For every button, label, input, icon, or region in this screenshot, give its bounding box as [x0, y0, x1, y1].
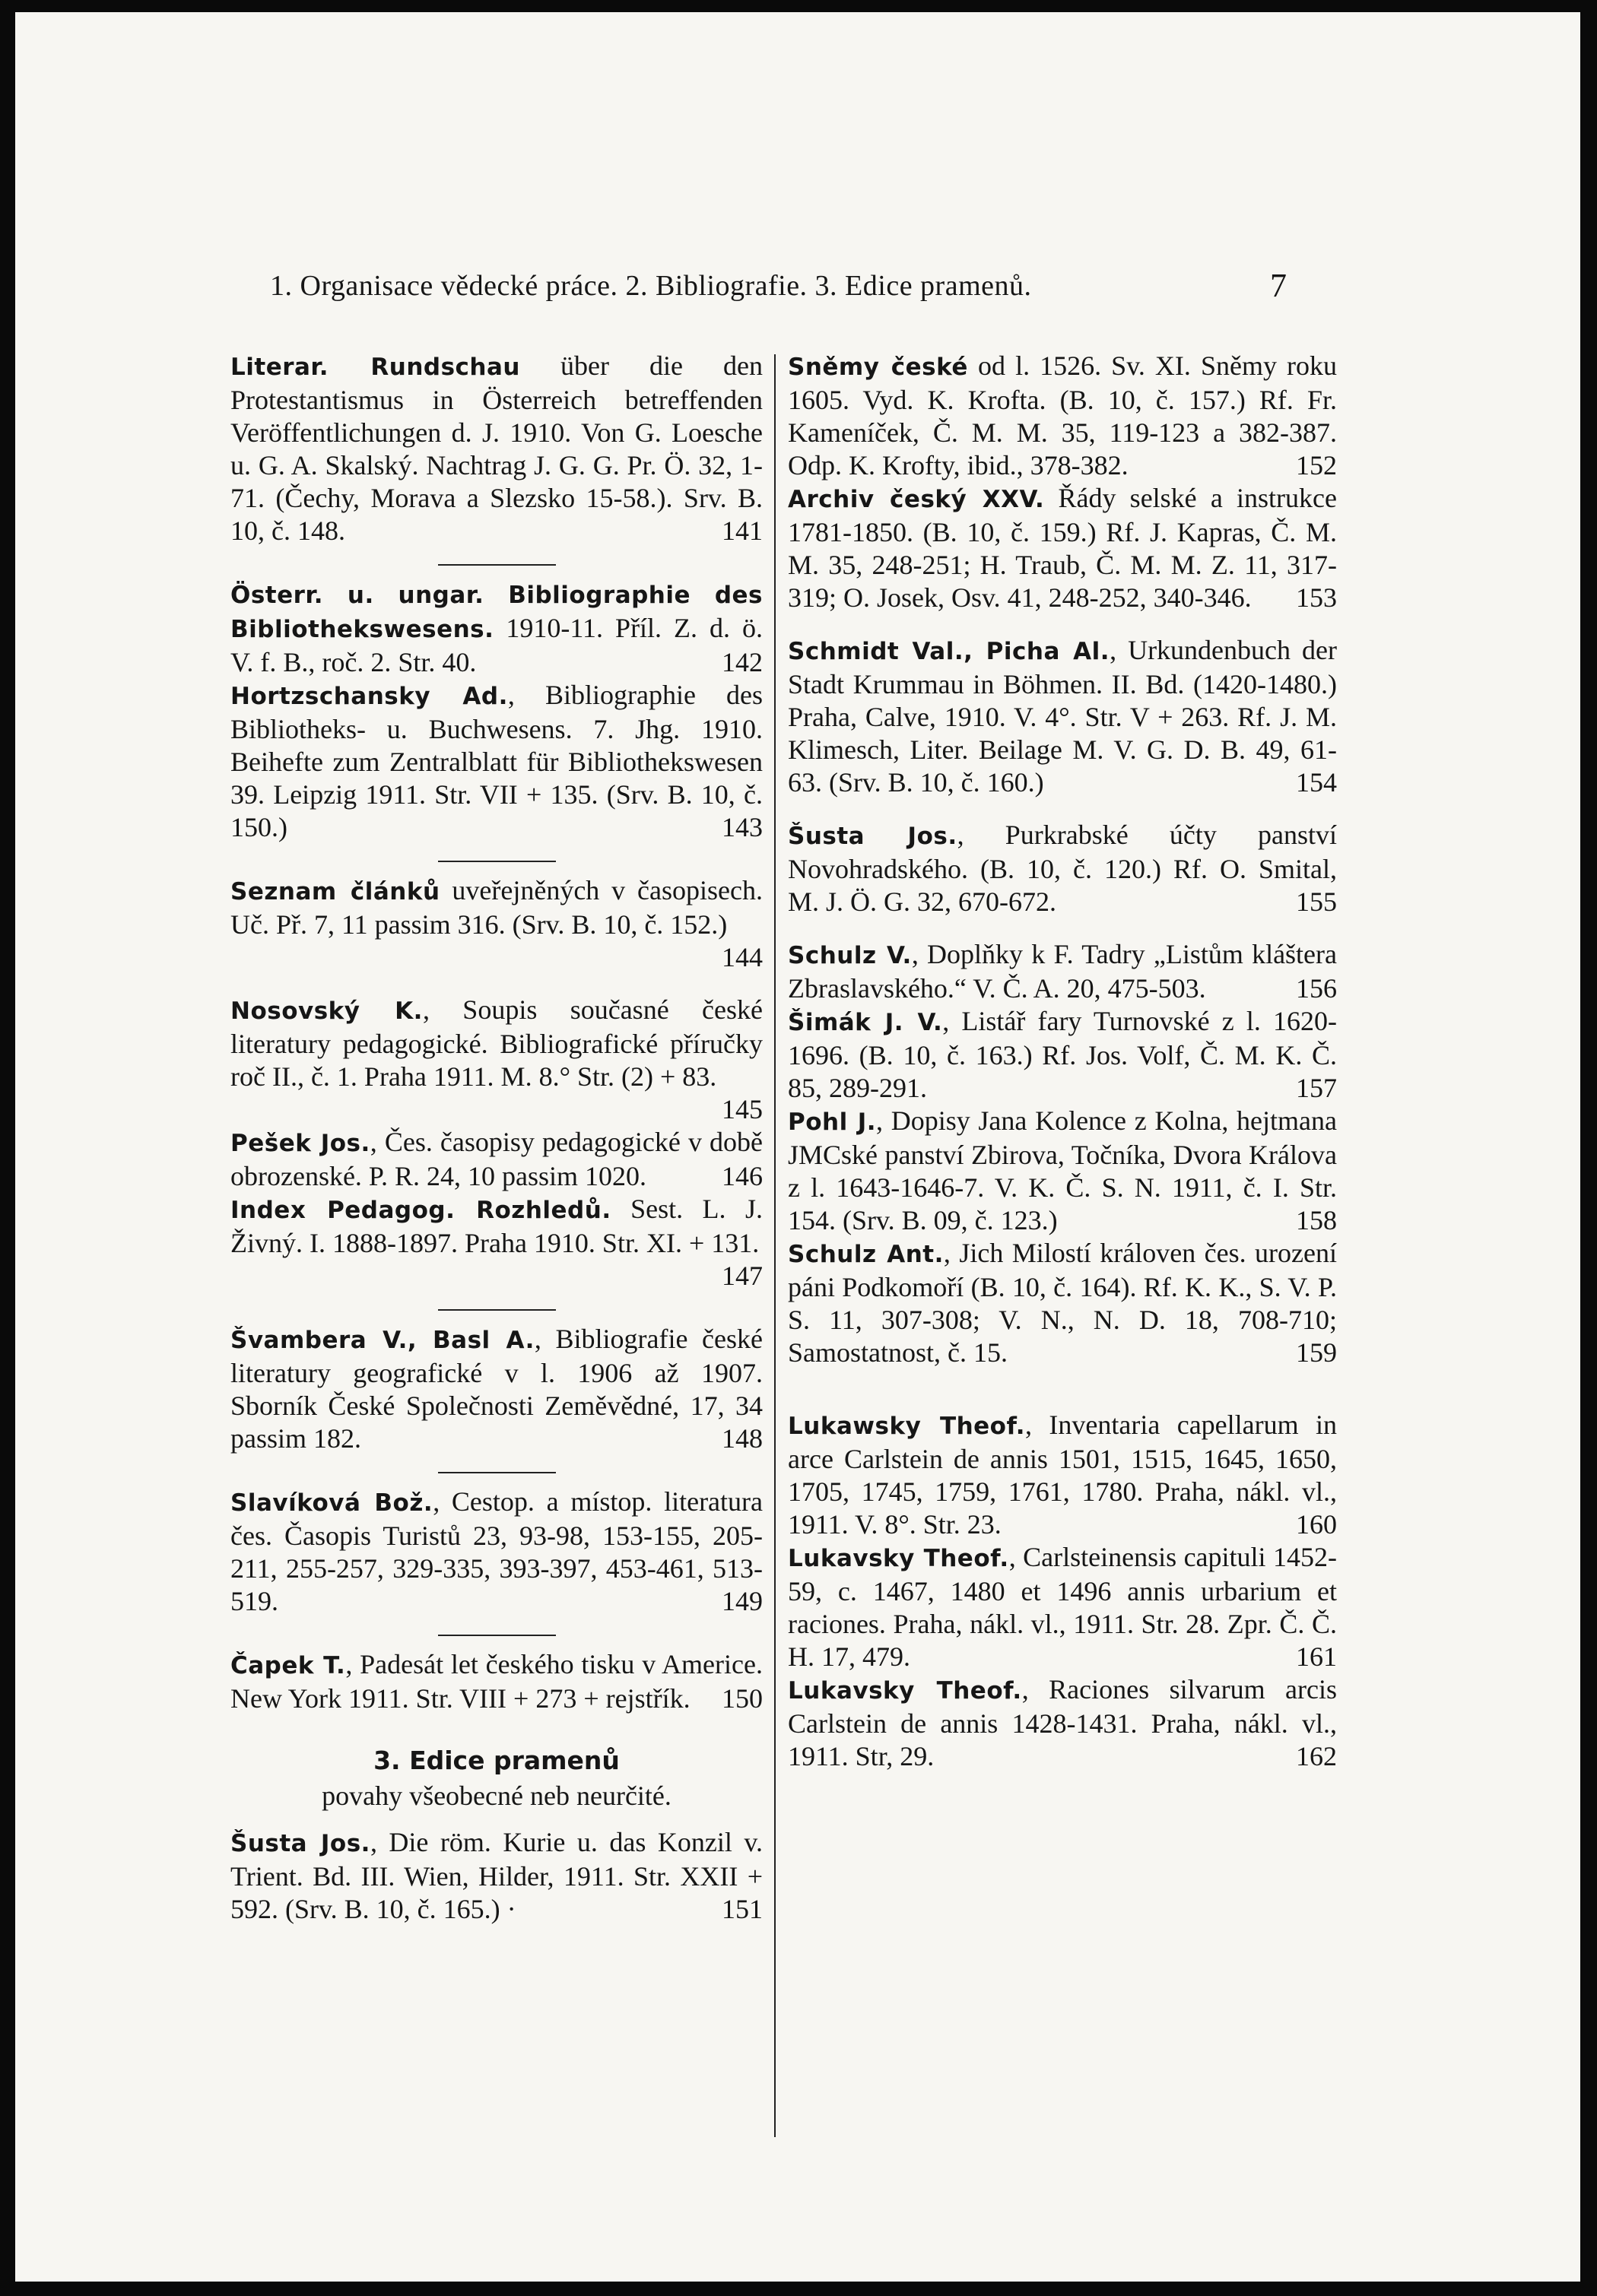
entry-name: Hortzschansky Ad. [230, 683, 508, 710]
entry-name: Archiv český XXV. [788, 486, 1045, 513]
entry-name: Literar. Rundschau [230, 354, 520, 381]
entry-text: , Urkundenbuch der Stadt Krummau in Böhmen. II. Bd. (1420-1480.) Praha, Calve, 1910. V. 4°. Str. V + 263. Rf. J. M. Klimesch, Liter. Beilage M. V. G. D. B. 49, 61-63. (Srv. B. 10, č. 160.) [788, 635, 1337, 798]
entry-number: 158 [1296, 1205, 1337, 1235]
entry-142 [230, 578, 763, 679]
entry-name: Čapek T. [230, 1652, 346, 1679]
entry-text: , Soupis současné české literatury pedagogické. Bibliografické příručky roč II., č. 1. Praha 1911. M. 8.° Str. (2) + 83. [230, 994, 763, 1092]
section-heading [230, 1744, 763, 1777]
entry-number: 160 [1296, 1509, 1337, 1540]
entry-150 [230, 1648, 763, 1715]
entry-number: 144 [722, 942, 763, 972]
entry-text: Řády selské a instrukce 1781-1850. (B. 10, č. 159.) Rf. J. Kapras, Č. M. M. 35, 248-251; H. Traub, Č. M. M. Z. 11, 317-319; O. Josek, Osv. 41, 248-252, 340-346. [788, 483, 1337, 613]
spacer [788, 799, 1337, 819]
entry-text: , Čes. časopisy pedagogické v době obrozenské. P. R. 24, 10 passim 1020. [230, 1127, 763, 1191]
entry-number: 155 [1296, 886, 1337, 917]
entry-number: 153 [1296, 582, 1337, 613]
column-divider [774, 354, 776, 2137]
entry-number: 145 [722, 1094, 763, 1124]
entry-162 [788, 1673, 1337, 1773]
entry-149 [230, 1486, 763, 1618]
running-header [270, 269, 1319, 303]
entry-156 [788, 938, 1337, 1005]
entry-name: Pešek Jos. [230, 1130, 370, 1157]
entry-143 [230, 679, 763, 844]
entry-name: Index Pedagog. Rozhledů. [230, 1197, 611, 1224]
entry-text: , Cestop. a místop. literatura čes. Časopis Turistů 23, 93-98, 153-155, 205-211, 255-257, 329-335, 393-397, 453-461, 513-519. [230, 1486, 764, 1616]
section-title: 3. Edice pramenů [373, 1746, 620, 1775]
entry-name: Šusta Jos. [230, 1830, 370, 1857]
entry-name: Lukawsky Theof. [788, 1413, 1026, 1440]
entry-number: 147 [722, 1261, 763, 1291]
entry-name: Švambera V., Basl A. [230, 1327, 535, 1354]
entry-155 [788, 819, 1337, 918]
entry-text: , Padesát let českého tisku v Americe. New York 1911. Str. VIII + 273 + rejstřík. [230, 1649, 763, 1714]
entry-text: 1910-11. Příl. Z. d. ö. V. f. B., roč. 2. Str. 40. [230, 613, 763, 677]
entry-text: , Raciones silvarum arcis Carlstein de annis 1428-1431. Praha, nákl. vl., 1911. Str, 29. [788, 1674, 1337, 1771]
entry-158 [788, 1105, 1337, 1237]
entry-number: 142 [722, 647, 763, 677]
entry-text: uveřejněných v časopisech. Uč. Př. 7, 11 passim 316. (Srv. B. 10, č. 152.) [230, 875, 763, 940]
entry-number: 149 [722, 1586, 763, 1616]
entry-number: 157 [1296, 1073, 1337, 1103]
separator [438, 1635, 556, 1636]
entry-text: od l. 1526. Sv. XI. Sněmy roku 1605. Vyd. K. Krofta. (B. 10, č. 157.) Rf. Fr. Kameníček, Č. M. M. 35, 119-123 a 382-387. Odp. K. Krofty, ibid., 378-382. [788, 350, 1337, 480]
section-subtitle: povahy všeobecné neb neurčité. [322, 1781, 672, 1811]
entry-text: , Bibliografie české literatury geografické v l. 1906 až 1907. Sborník České Společnosti Zeměvědné, 17, 34 passim 182. [230, 1324, 763, 1454]
entry-name: Schmidt Val., Picha Al. [788, 638, 1110, 665]
entry-name: Schulz V. [788, 942, 912, 969]
right-column [788, 350, 1337, 1773]
entry-number: 148 [722, 1423, 763, 1454]
entry-text: , Listář fary Turnovské z l. 1620-1696. (B. 10, č. 163.) Rf. Jos. Volf, Č. M. K. Č. 85, 289-291. [788, 1006, 1337, 1103]
entry-text: , Dopisy Jana Kolence z Kolna, hejtmana JMCské panství Zbirova, Točníka, Dvora Králova z l. 1643-1646-7. V. K. Č. S. N. 1911, č. I. Str. 154. (Srv. B. 09, č. 123.) [788, 1105, 1337, 1235]
entry-name: Schulz Ant. [788, 1241, 944, 1268]
page-number: 7 [1270, 267, 1287, 304]
entry-157 [788, 1005, 1337, 1105]
entry-text: , Inventaria capellarum in arce Carlstein de annis 1501, 1515, 1645, 1650, 1705, 1745, 1759, 1761, 1780. Praha, nákl. vl., 1911. V. 8°. Str. 23. [788, 1410, 1337, 1540]
entry-145 [230, 994, 763, 1126]
running-title: 1. Organisace vědecké práce. 2. Bibliografie. 3. Edice pramenů. [270, 270, 1032, 302]
entry-name: Nosovský K. [230, 997, 423, 1025]
entry-159 [788, 1237, 1337, 1369]
separator [438, 1309, 556, 1311]
entry-name: Österr. u. ungar. Bibliographie des Bibliothekswesens. [230, 582, 763, 643]
separator [438, 1472, 556, 1473]
entry-text: , Carlsteinensis capituli 1452-59, c. 1467, 1480 et 1496 annis urbarium et raciones. Praha, nákl. vl., 1911. Str. 28. Zpr. Č. Č. H. 17, 479. [788, 1542, 1337, 1672]
spacer [788, 614, 1337, 634]
entry-name: Lukavsky Theof. [788, 1677, 1022, 1705]
entry-text: über die den Protestantismus in Österreich betreffenden Veröffentlichungen d. J. 1910. Von G. Loesche u. G. A. Skalský. Nachtrag J. G. G. Pr. Ö. 32, 1-71. (Čechy, Morava a Slezsko 15-58.). Srv. B. 10, č. 148. [230, 350, 763, 546]
entry-number: 162 [1296, 1741, 1337, 1771]
entry-text: , Jich Milostí královen čes. urození páni Podkomoří (B. 10, č. 164). Rf. K. K., S. V. P. S. 11, 307-308; V. N., N. D. 18, 708-710; Samostatnost, č. 15. [788, 1238, 1337, 1368]
spacer [788, 918, 1337, 938]
entry-text: , Die röm. Kurie u. das Konzil v. Trient. Bd. III. Wien, Hilder, 1911. Str. XXII + 592. (Srv. B. 10, č. 165.) · [230, 1827, 763, 1924]
entry-number: 161 [1296, 1641, 1337, 1672]
entry-number: 143 [722, 812, 763, 842]
entry-141 [230, 350, 763, 547]
entry-number: 156 [1296, 973, 1337, 1004]
entry-name: Šimák J. V. [788, 1009, 943, 1036]
entry-name: Šusta Jos. [788, 823, 957, 850]
entry-152 [788, 350, 1337, 482]
spacer [230, 974, 763, 994]
entry-154 [788, 634, 1337, 799]
entry-text: , Doplňky k F. Tadry „Listům kláštera Zbraslavského.“ V. Č. A. 20, 475-503. [788, 939, 1338, 1004]
entry-153 [788, 482, 1337, 614]
entry-name: Slavíková Bož. [230, 1489, 433, 1517]
spacer [788, 1389, 1337, 1409]
entry-160 [788, 1409, 1337, 1541]
entry-151 [230, 1826, 763, 1926]
entry-name: Pohl J. [788, 1108, 877, 1136]
entry-144 [230, 874, 763, 974]
left-column [230, 350, 763, 1926]
entry-146 [230, 1126, 763, 1193]
entry-name: Sněmy české [788, 354, 968, 381]
entry-147 [230, 1193, 763, 1292]
entry-text: Sest. L. J. Živný. I. 1888-1897. Praha 1910. Str. XI. + 131. [230, 1194, 763, 1258]
entry-148 [230, 1323, 763, 1455]
spacer [788, 1369, 1337, 1389]
entry-number: 159 [1296, 1337, 1337, 1368]
entry-number: 141 [722, 515, 763, 546]
entry-name: Seznam článků [230, 878, 440, 905]
entry-number: 146 [722, 1161, 763, 1191]
entry-number: 150 [722, 1683, 763, 1714]
entry-name: Lukavsky Theof. [788, 1545, 1009, 1572]
entry-text: , Bibliographie des Bibliotheks- u. Buchwesens. 7. Jhg. 1910. Beihefte zum Zentralblatt für Bibliothekswesen 39. Leipzig 1911. Str. VII + 135. (Srv. B. 10, č. 150.) [230, 680, 763, 842]
scanned-page [15, 12, 1580, 2282]
entry-number: 154 [1296, 767, 1337, 798]
entry-number: 151 [722, 1894, 763, 1924]
separator [438, 564, 556, 566]
entry-text: , Purkrabské účty panství Novohradského. (B. 10, č. 120.) Rf. O. Smital, M. J. Ö. G. 32, 670-672. [788, 820, 1337, 917]
entry-number: 152 [1296, 450, 1337, 480]
separator [438, 861, 556, 862]
entry-161 [788, 1541, 1337, 1673]
